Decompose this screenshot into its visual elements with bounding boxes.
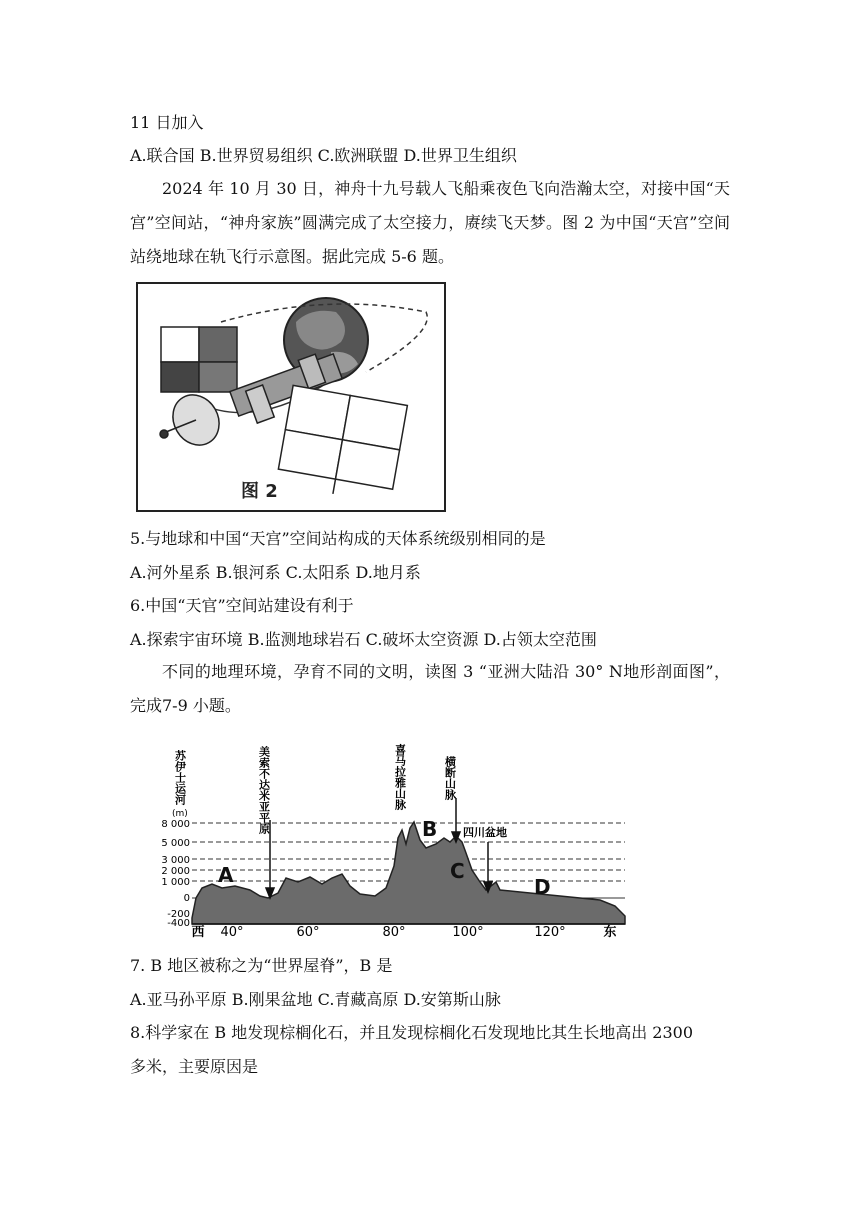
passage-terrain: 不同的地理环境，孕育不同的文明，读图 3 “亚洲大陆沿 30° N地形剖面图”，完成7-9 小题。	[130, 662, 730, 715]
figure-2-caption: 图 2	[241, 481, 278, 502]
question-5: 5.与地球和中国“天宫”空间站构成的天体系统级别相同的是	[130, 529, 546, 548]
feature-label-suez: 苏伊士运河	[173, 750, 187, 805]
y-axis-unit: (m)	[172, 809, 188, 819]
point-label-c: C	[450, 859, 465, 883]
y-tick-minus400: -400	[167, 918, 190, 929]
figure-2-space-station	[136, 282, 446, 512]
x-tick-120: 120°	[534, 925, 566, 938]
x-tick-80: 80°	[382, 925, 406, 938]
point-label-b: B	[422, 817, 438, 841]
y-tick-3000: 3 000	[161, 855, 190, 866]
feature-label-mesopotamia: 美索不达米亚平原	[257, 746, 271, 834]
question-7: 7. B 地区被称之为“世界屋脊”，B 是	[130, 956, 393, 975]
x-tick-60: 60°	[296, 925, 320, 938]
y-tick-2000: 2 000	[161, 866, 190, 877]
feature-label-himalaya: 喜马拉雅山脉	[393, 744, 407, 810]
question-4-tail: 11 日加入	[130, 113, 204, 132]
question-5-options: A.河外星系 B.银河系 C.太阳系 D.地月系	[130, 563, 421, 582]
question-4-options: A.联合国 B.世界贸易组织 C.欧洲联盟 D.世界卫生组织	[130, 146, 517, 165]
y-tick-minus200: -200	[167, 909, 190, 920]
point-label-d: D	[534, 875, 551, 899]
point-label-a: A	[218, 863, 234, 887]
y-tick-5000: 5 000	[161, 838, 190, 849]
question-6-options: A.探索宇宙环境 B.监测地球岩石 C.破坏太空资源 D.占领太空范围	[130, 630, 597, 649]
figure-3-terrain-profile	[160, 738, 630, 938]
x-tick-100: 100°	[452, 925, 484, 938]
y-tick-0: 0	[183, 893, 190, 904]
question-8-line2: 多米，主要原因是	[130, 1057, 259, 1076]
x-axis-west: 西	[191, 925, 205, 938]
feature-label-hengduan: 横断山脉	[443, 756, 457, 800]
feature-label-sichuan: 四川盆地	[463, 826, 507, 839]
question-6: 6.中国“天官”空间站建设有利于	[130, 596, 354, 615]
question-8-line1: 8.科学家在 B 地发现棕榈化石，并且发现棕榈化石发现地比其生长地高出 2300	[130, 1023, 694, 1042]
passage-shenzhou: 2024 年 10 月 30 日，神舟十九号载人飞船乘夜色飞向浩瀚太空，对接中国“天宫”空间站，“神舟家族”圆满完成了太空接力，赓续飞天梦。图 2 为中国“天宫”空间站绕地球在轨飞行示意图。据此完成 5-6 题。	[130, 179, 730, 266]
question-7-options: A.亚马孙平原 B.刚果盆地 C.青藏高原 D.安第斯山脉	[130, 990, 501, 1009]
x-tick-40: 40°	[220, 925, 244, 938]
y-tick-8000: 8 000	[161, 819, 190, 830]
y-tick-1000: 1 000	[161, 877, 190, 888]
x-axis-east: 东	[603, 925, 617, 938]
